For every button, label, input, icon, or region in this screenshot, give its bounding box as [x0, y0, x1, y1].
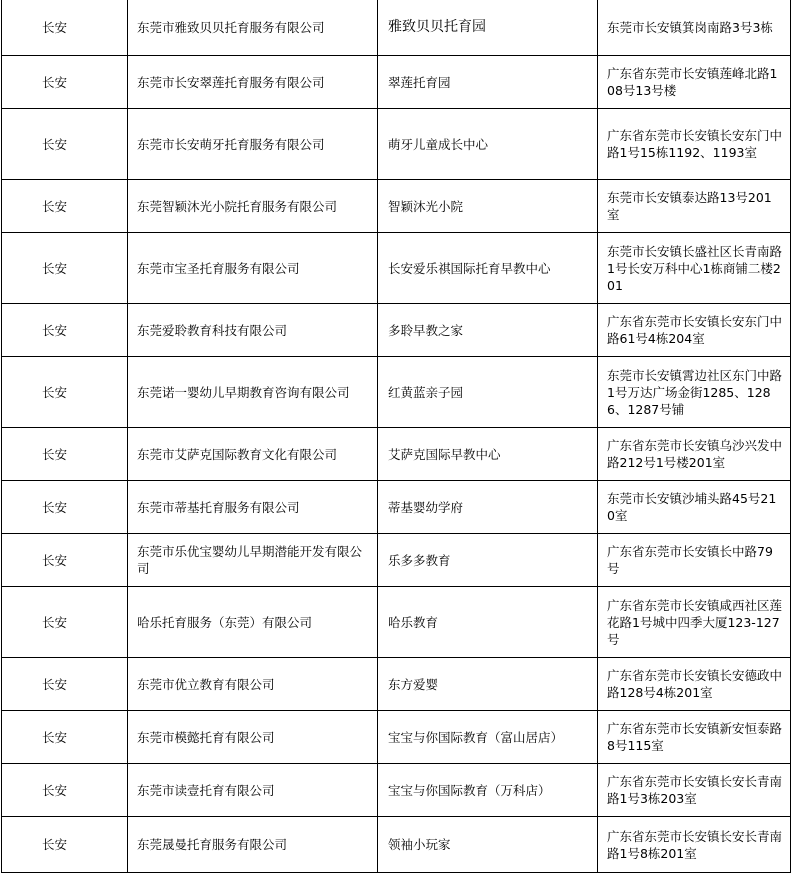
company-cell: 东莞智颖沐光小院托育服务有限公司 — [128, 180, 378, 233]
institution-cell: 艾萨克国际早教中心 — [378, 428, 598, 481]
institution-cell: 领袖小玩家 — [378, 817, 598, 873]
district-cell: 长安 — [2, 56, 128, 109]
table-row — [2, 0, 791, 56]
district-cell: 长安 — [2, 534, 128, 587]
address-cell: 广东省东莞市长安镇长安德政中路128号4栋201室 — [598, 658, 791, 711]
table-row — [2, 764, 791, 817]
institution-cell: 蒂基婴幼学府 — [378, 481, 598, 534]
address-cell: 广东省东莞市长安镇长安东门中路1号15栋1192、1193室 — [598, 109, 791, 180]
address-cell: 东莞市长安镇霄边社区东门中路1号万达广场金街1285、1286、1287号铺 — [598, 357, 791, 428]
district-cell: 长安 — [2, 0, 128, 56]
company-cell: 东莞市模懿托育有限公司 — [128, 711, 378, 764]
company-cell: 东莞爱聆教育科技有限公司 — [128, 304, 378, 357]
company-cell: 东莞市优立教育有限公司 — [128, 658, 378, 711]
institution-cell: 红黄蓝亲子园 — [378, 357, 598, 428]
district-cell: 长安 — [2, 587, 128, 658]
table-row — [2, 587, 791, 658]
table-row — [2, 711, 791, 764]
childcare-institution-table — [1, 0, 791, 873]
district-cell: 长安 — [2, 109, 128, 180]
company-cell: 东莞市长安翠莲托育服务有限公司 — [128, 56, 378, 109]
company-cell: 东莞晟曼托育服务有限公司 — [128, 817, 378, 873]
company-cell: 哈乐托育服务（东莞）有限公司 — [128, 587, 378, 658]
table-row — [2, 180, 791, 233]
institution-cell: 雅致贝贝托育园 — [378, 0, 598, 56]
address-cell: 广东省东莞市长安镇长安长青南路1号3栋203室 — [598, 764, 791, 817]
district-cell: 长安 — [2, 481, 128, 534]
institution-cell: 宝宝与你国际教育（富山居店） — [378, 711, 598, 764]
institution-cell: 长安爱乐祺国际托育早教中心 — [378, 233, 598, 304]
address-cell: 广东省东莞市长安镇乌沙兴发中路212号1号楼201室 — [598, 428, 791, 481]
company-cell: 东莞市雅致贝贝托育服务有限公司 — [128, 0, 378, 56]
company-cell: 东莞市蒂基托育服务有限公司 — [128, 481, 378, 534]
table-row — [2, 233, 791, 304]
address-cell: 广东省东莞市长安镇莲峰北路108号13号楼 — [598, 56, 791, 109]
address-cell: 广东省东莞市长安镇长安东门中路61号4栋204室 — [598, 304, 791, 357]
address-cell: 广东省东莞市长安镇新安恒泰路8号115室 — [598, 711, 791, 764]
institution-cell: 多聆早教之家 — [378, 304, 598, 357]
district-cell: 长安 — [2, 357, 128, 428]
address-cell: 东莞市长安镇泰达路13号201室 — [598, 180, 791, 233]
company-cell: 东莞市乐优宝婴幼儿早期潜能开发有限公司 — [128, 534, 378, 587]
company-cell: 东莞市读壹托育有限公司 — [128, 764, 378, 817]
district-cell: 长安 — [2, 180, 128, 233]
address-cell: 广东省东莞市长安镇长中路79号 — [598, 534, 791, 587]
table-row — [2, 56, 791, 109]
table-row — [2, 428, 791, 481]
district-cell: 长安 — [2, 711, 128, 764]
table-row — [2, 658, 791, 711]
address-cell: 东莞市长安镇箕岗南路3号3栋 — [598, 0, 791, 56]
address-cell: 东莞市长安镇长盛社区长青南路1号长安万科中心1栋商铺二楼201 — [598, 233, 791, 304]
company-cell: 东莞市宝圣托育服务有限公司 — [128, 233, 378, 304]
institution-cell: 萌牙儿童成长中心 — [378, 109, 598, 180]
district-cell: 长安 — [2, 233, 128, 304]
table-row — [2, 357, 791, 428]
company-cell: 东莞诺一婴幼儿早期教育咨询有限公司 — [128, 357, 378, 428]
institution-cell: 智颖沐光小院 — [378, 180, 598, 233]
district-cell: 长安 — [2, 658, 128, 711]
company-cell: 东莞市艾萨克国际教育文化有限公司 — [128, 428, 378, 481]
institution-cell: 哈乐教育 — [378, 587, 598, 658]
district-cell: 长安 — [2, 764, 128, 817]
institution-cell: 东方爱婴 — [378, 658, 598, 711]
table-row — [2, 817, 791, 873]
address-cell: 广东省东莞市长安镇长安长青南路1号8栋201室 — [598, 817, 791, 873]
district-cell: 长安 — [2, 428, 128, 481]
district-cell: 长安 — [2, 817, 128, 873]
institution-cell: 乐多多教育 — [378, 534, 598, 587]
institution-cell: 宝宝与你国际教育（万科店） — [378, 764, 598, 817]
company-cell: 东莞市长安萌牙托育服务有限公司 — [128, 109, 378, 180]
table-row — [2, 481, 791, 534]
table-row — [2, 109, 791, 180]
table-row — [2, 304, 791, 357]
table-row — [2, 534, 791, 587]
address-cell: 东莞市长安镇沙埔头路45号210室 — [598, 481, 791, 534]
institution-cell: 翠莲托育园 — [378, 56, 598, 109]
district-cell: 长安 — [2, 304, 128, 357]
address-cell: 广东省东莞市长安镇咸西社区莲花路1号城中四季大厦123-127号 — [598, 587, 791, 658]
